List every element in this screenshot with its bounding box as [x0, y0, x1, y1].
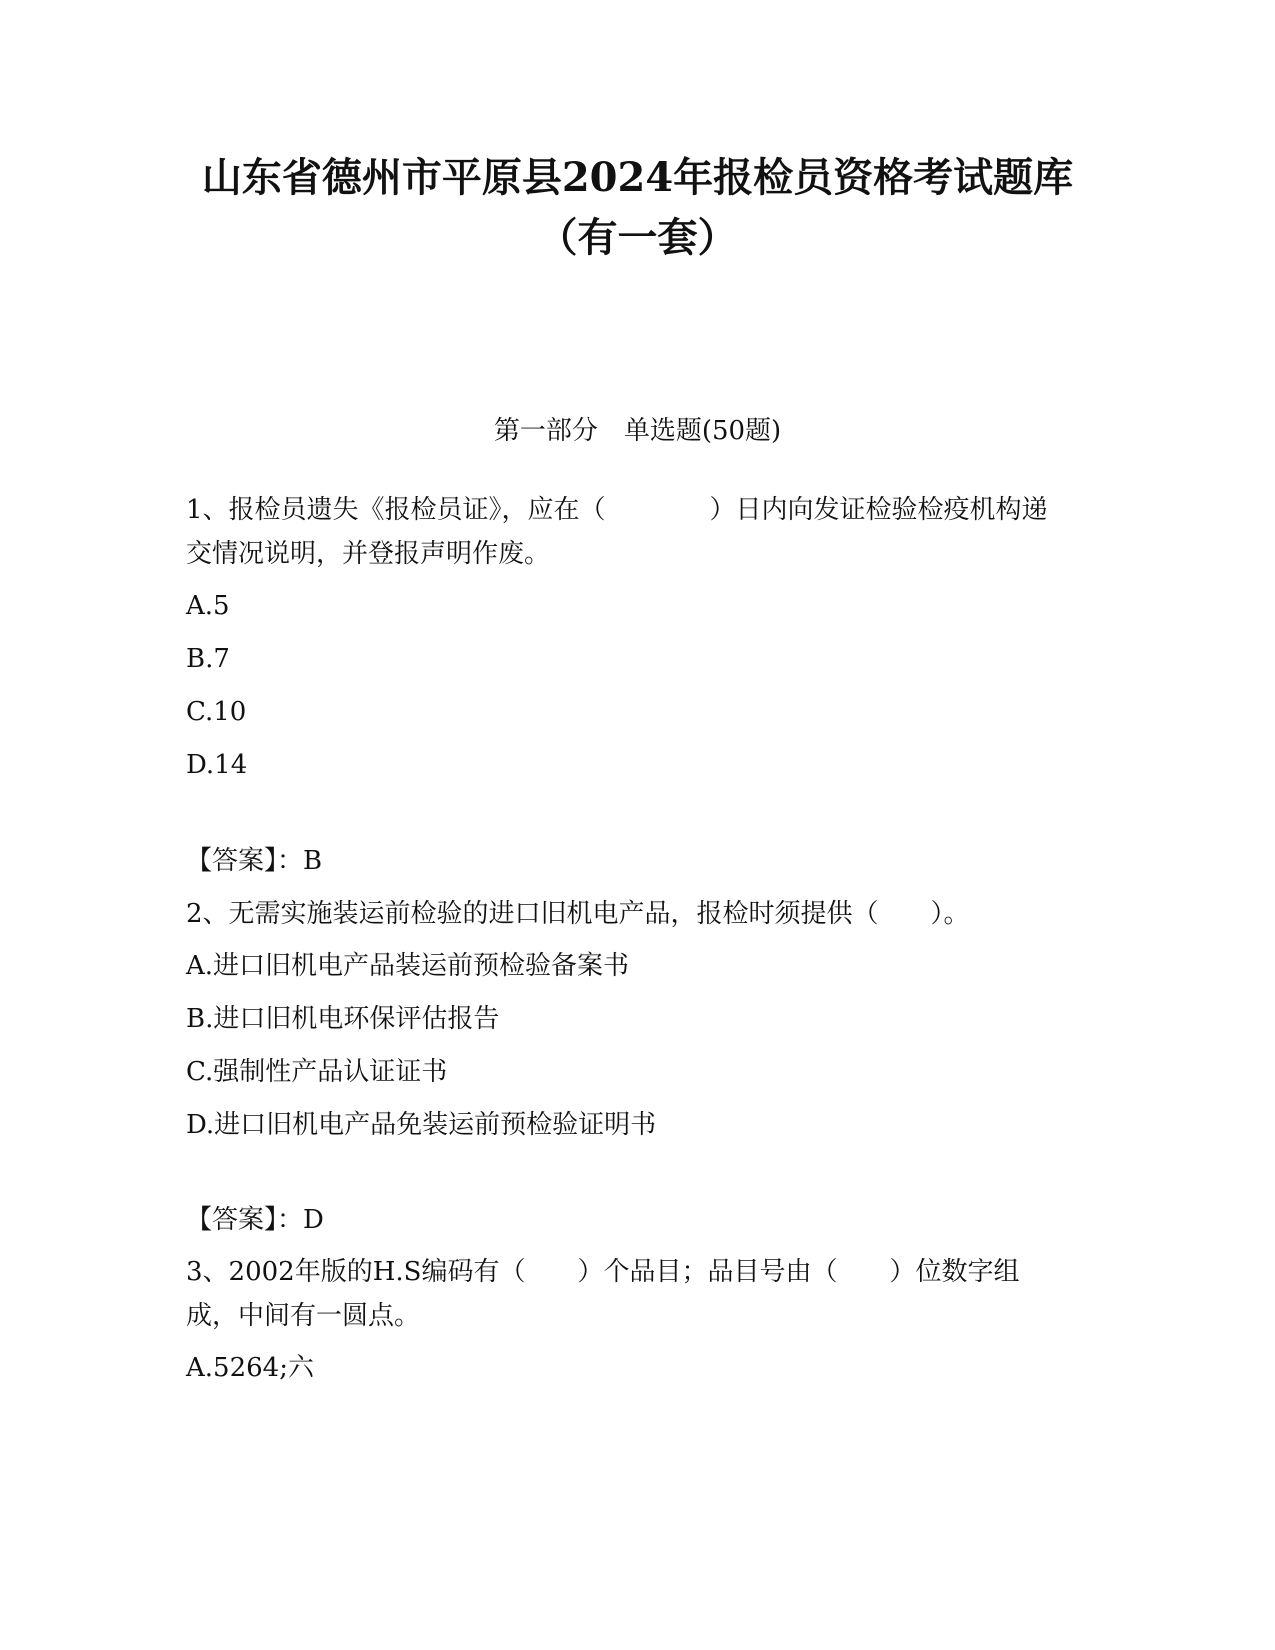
question-2-option-b: B.进口旧机电环保评估报告 — [186, 1004, 500, 1034]
question-2-text: 2、无需实施装运前检验的进口旧机电产品，报检时须提供（ ）。 — [186, 899, 970, 929]
document-title: 山东省德州市平原县2024年报检员资格考试题库 — [201, 154, 1074, 201]
question-2-option-a: A.进口旧机电产品装运前预检验备案书 — [186, 951, 630, 981]
question-1-answer: 【答案】：B — [186, 846, 323, 876]
question-1-option-a: A.5 — [186, 591, 230, 621]
question-1-text: 1、报检员遗失《报检员证》，应在（ ）日内向发证检验检疫机构递交情况说明，并登报声明作废。 — [186, 495, 1048, 569]
question-1-option-c: C.10 — [186, 697, 247, 727]
document-subtitle: （有一套） — [537, 214, 738, 261]
question-1-option-d: D.14 — [186, 750, 248, 780]
question-2-answer: 【答案】：D — [186, 1205, 324, 1235]
section-heading: 第一部分 单选题(50题) — [493, 416, 782, 446]
question-3-option-a: A.5264;六 — [186, 1353, 314, 1383]
question-1-option-b: B.7 — [186, 644, 230, 674]
question-2-option-c: C.强制性产品认证证书 — [186, 1057, 448, 1087]
question-3-text: 3、2002年版的H.S编码有（ ）个品目；品目号由（ ）位数字组成，中间有一圆点。 — [186, 1257, 1020, 1331]
question-2-option-d: D.进口旧机电产品免装运前预检验证明书 — [186, 1110, 657, 1140]
